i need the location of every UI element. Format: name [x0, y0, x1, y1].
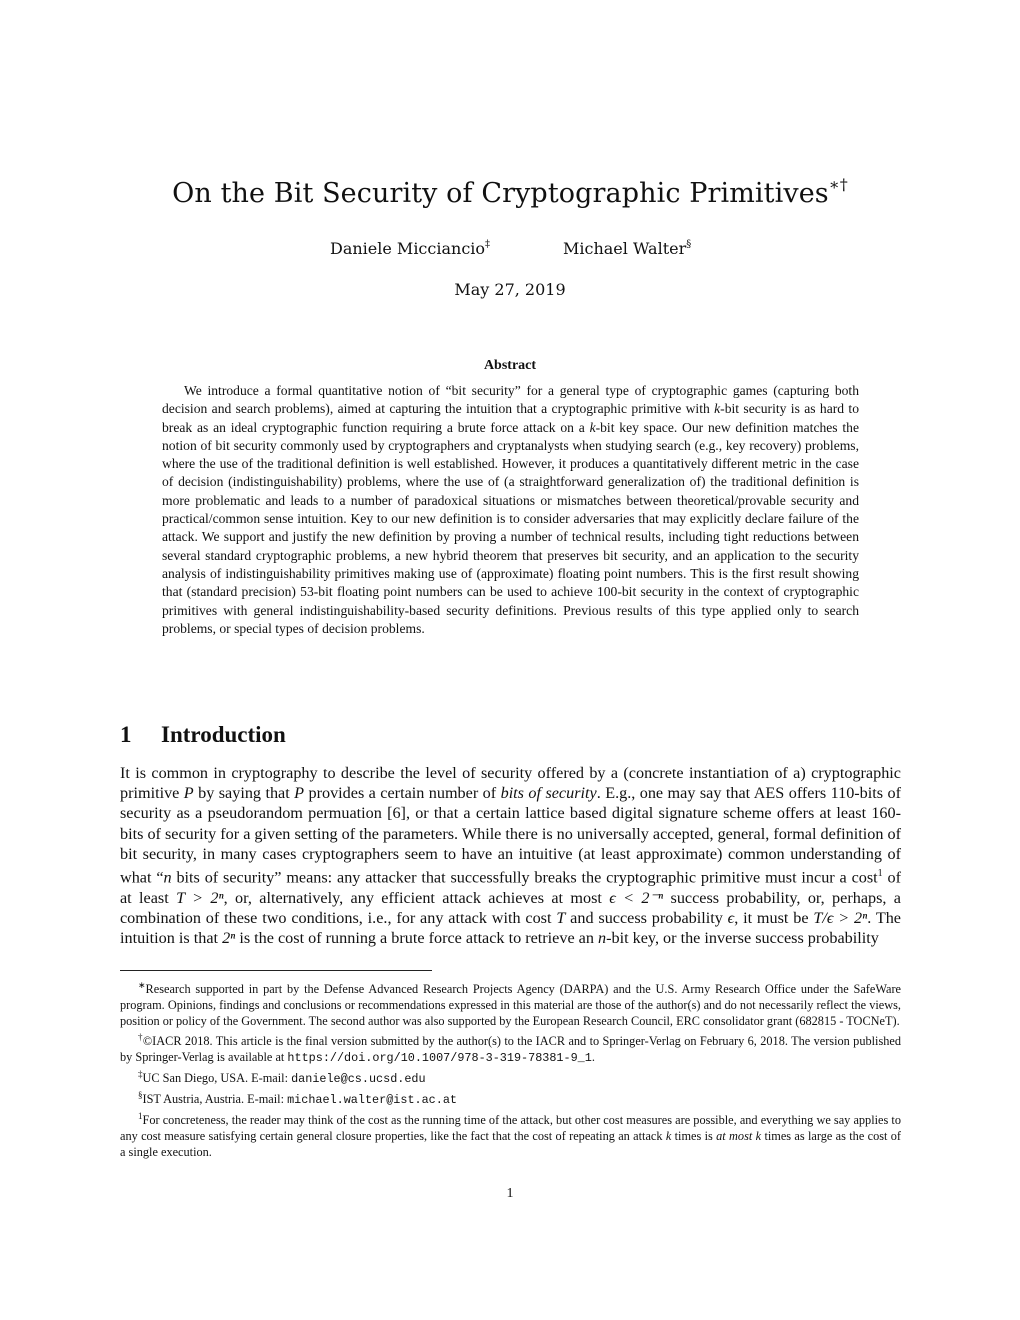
email-link-2[interactable]: michael.walter@ist.ac.at: [287, 1093, 457, 1107]
paper-title: [0, 175, 1020, 209]
footnote-affiliation-2: §IST Austria, Austria. E-mail: michael.walter@ist.ac.at: [138, 1090, 457, 1107]
math-inline: T > 2ⁿ: [176, 888, 224, 907]
author-2: [563, 239, 691, 258]
title-text: On the Bit Security of Cryptographic Primitives: [172, 178, 829, 209]
footnote-ref-1[interactable]: 1: [877, 868, 883, 880]
math-inline: 2ⁿ: [222, 929, 236, 948]
intro-paragraph: It is common in cryptography to describe the level of security offered by a (concrete instantiation of a) cryptographic primitive P by saying that P provides a certain number of bits of security. E.g., one may say that AES offers 110-bits of security as a pseudorandom permuation [6], or that a certain lattice based digital signature scheme offers at least 160-bits of security for a given setting of the parameters. While there is no universally accepted, general, formal definition of bit security, in many cases cryptographers seem to have an intuitive (at least approximate) common understanding of what “n bits of security” means: any attacker that successfully breaks the cryptographic primitive must incur a cost$^1$ of at least T > 2ⁿ, or, alternatively, any efficient attack achieves at most ϵ < 2⁻ⁿ success probability, or, perhaps, a combination of these two conditions, i.e., for any attack with cost T and success probability ϵ, it must be T/ϵ > 2ⁿ. The intuition is that 2ⁿ is the cost of running a brute force attack to retrieve an n-bit key, or the inverse success probability: [120, 764, 902, 948]
footnote-affiliation-1: ‡UC San Diego, USA. E-mail: daniele@cs.ucsd.edu: [138, 1069, 426, 1086]
footnotes: [120, 977, 901, 1160]
author-1-mark: ‡: [485, 239, 491, 250]
footnote-cost: $^1$For concreteness, the reader may think of the cost as the running time of the attack, but other cost measures are possible, and everything we say applies to any cost measure satisfying certain general closure properties, like the fact that the cost of repeating an attack k times is at most k times as large as the cost of a single execution.: [120, 1111, 901, 1159]
math-inline: ϵ < 2⁻ⁿ: [609, 888, 664, 907]
math-inline: T/ϵ > 2ⁿ: [813, 908, 868, 927]
author-1-name: Daniele Micciancio: [330, 239, 486, 258]
page-number: 1: [506, 1186, 514, 1201]
abstract-body: We introduce a formal quantitative notion of “bit security” for a general type of cryptographic games (capturing both decision and search problems), aimed at capturing the intuition that a cryptographic primitive with k-bit security is as hard to break as an ideal cryptographic function requiring a brute force attack on a k-bit key space. Our new definition matches the notion of bit security commonly used by cryptographers and cryptanalysts when studying search (e.g., key recovery) problems, where the use of the traditional definition is well established. However, it produces a quantitatively different metric in the case of decision (indistinguishability) problems, where the use of (a straightforward generalization of) the traditional definition is more problematic and leads to a number of paradoxical situations or mismatches between theoretical/provable security and practical/common sense intuition. Key to our new definition is to consider adversaries that may explicitly declare failure of the attack. We support and justify the new definition by proving a number of technical results, including tight reductions between several standard cryptographic problems, a new hybrid theorem that preserves bit security, and an application to the security analysis of indistinguishability primitives making use of (approximate) floating point numbers. This is the first result showing that (standard precision) 53-bit floating point numbers can be used to achieve 100-bit security in the context of cryptographic primitives with general indistinguishability-based security definitions. Previous results of this type applied only to search problems, or special types of decision problems.: [162, 383, 859, 636]
abstract-heading: Abstract: [483, 358, 537, 373]
doi-link[interactable]: https://doi.org/10.1007/978-3-319-78381-9_1: [287, 1051, 592, 1065]
author-2-mark: §: [686, 239, 692, 250]
author-1: [330, 239, 490, 258]
footnote-funding: ∗Research supported in part by the Defense Advanced Research Projects Agency (DARPA) and the U.S. Army Research Office under the SafeWare program. Opinions, findings and conclusions or recommendations expressed in this material are those of the author(s) and do not necessarily reflect the views, position or policy of the Government. The second author was also supported by the European Research Council, ERC consolidator grant (682815 - TOCNeT).: [120, 980, 901, 1028]
paper-date: May 27, 2019: [454, 280, 566, 299]
section-number: 1: [120, 722, 132, 747]
emphasis-bits-of-security: bits of security: [500, 784, 597, 803]
footnote-divider: [120, 970, 432, 971]
section-title: Introduction: [161, 722, 286, 747]
title-footnote-marks: ∗†: [828, 175, 848, 194]
author-2-name: Michael Walter: [563, 239, 687, 258]
footnote-copyright: †©IACR 2018. This article is the final version submitted by the author(s) to the IACR and to Springer-Verlag on February 6, 2018. The version published by Springer-Verlag is available at https://doi.org/10.1007/978-3-319-78381-9_1.: [120, 1032, 901, 1065]
email-link-1[interactable]: daniele@cs.ucsd.edu: [291, 1072, 426, 1086]
